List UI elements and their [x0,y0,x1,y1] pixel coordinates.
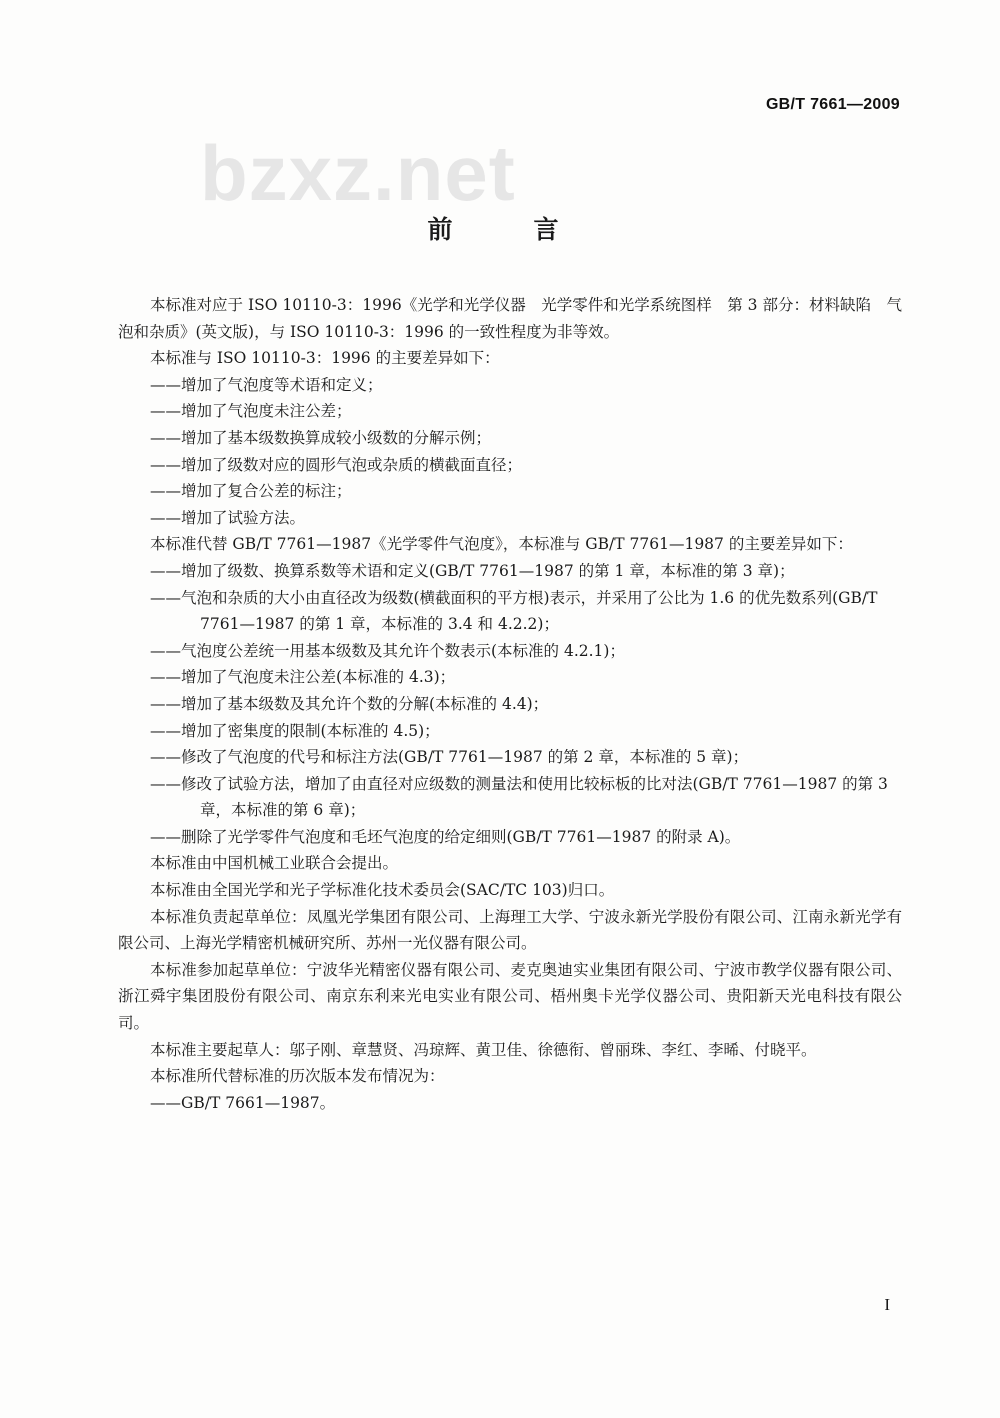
list-item: ——增加了气泡度未注公差； [150,402,352,421]
paragraph: 本标准参加起草单位：宁波华光精密仪器有限公司、麦克奥迪实业集团有限公司、宁波市教学仪器有限公司、浙江舜宇集团股份有限公司、南京东利来光电实业有限公司、梧州奥卡光学仪器公司、贵阳新天光电科技有限公司。 [118,960,902,1033]
paragraph: 本标准由中国机械工业联合会提出。 [150,854,399,873]
paragraph: 本标准负责起草单位：凤凰光学集团有限公司、上海理工大学、宁波永新光学股份有限公司、江南永新光学有限公司、上海光学精密机械研究所、苏州一光仪器有限公司。 [118,907,902,953]
list-item: ——增加了复合公差的标注； [150,482,352,501]
paragraph: 本标准主要起草人：邬子刚、章慧贤、冯琼辉、黄卫佳、徐德衔、曾丽珠、李红、李晞、付晓平。 [150,1040,817,1059]
list-item: ——增加了级数对应的圆形气泡或杂质的横截面直径； [150,455,523,474]
list-item: ——增加了气泡度等术语和定义； [150,375,383,394]
paragraph: 本标准与 ISO 10110-3：1996 的主要差异如下： [150,349,500,368]
list-item: ——修改了试验方法，增加了由直径对应级数的测量法和使用比较标板的比对法(GB/T 7761—1987 的第 3 章，本标准的第 6 章)； [150,774,888,820]
paragraph: 本标准对应于 ISO 10110-3：1996《光学和光学仪器 光学零件和光学系统图样 第 3 部分：材料缺陷 气泡和杂质》(英文版)，与 ISO 10110-3：1996 的一致性程度为非等效。 [118,296,902,341]
list-item: ——增加了试验方法。 [150,508,306,527]
list-item: ——气泡和杂质的大小由直径改为级数(横截面积的平方根)表示，并采用了公比为 1.6 的优先数系列(GB/T 7761—1987 的第 1 章，本标准的 3.4 和 4.2.2)； [150,588,878,634]
list-item: ——增加了气泡度未注公差(本标准的 4.3)； [150,668,456,687]
list-item: ——增加了基本级数换算成较小级数的分解示例； [150,428,492,447]
page-title: 前 言 [427,215,587,244]
foreword-body [118,292,902,1116]
list-item: ——气泡度公差统一用基本级数及其允许个数表示(本标准的 4.2.1)； [150,641,625,660]
paragraph: 本标准所代替标准的历次版本发布情况为： [150,1067,445,1086]
watermark: bzxz.net [200,129,516,217]
list-item: ——修改了气泡度的代号和标注方法(GB/T 7761—1987 的第 2 章，本标准的 5 章)； [150,748,749,767]
paragraph: 本标准由全国光学和光子学标准化技术委员会(SAC/TC 103)归口。 [150,881,615,900]
paragraph: 本标准代替 GB/T 7761—1987《光学零件气泡度》，本标准与 GB/T 7761—1987 的主要差异如下： [150,535,853,554]
standard-code: GB/T 7661—2009 [765,96,900,113]
page-number: I [884,1295,890,1314]
list-item: ——删除了光学零件气泡度和毛坯气泡度的给定细则(GB/T 7761—1987 的附录 A)。 [150,827,741,846]
list-item: ——增加了基本级数及其允许个数的分解(本标准的 4.4)； [150,694,549,713]
list-item: ——GB/T 7661—1987。 [150,1093,336,1112]
list-item: ——增加了级数、换算系数等术语和定义(GB/T 7761—1987 的第 1 章，本标准的第 3 章)； [150,561,795,580]
list-item: ——增加了密集度的限制(本标准的 4.5)； [150,721,440,740]
